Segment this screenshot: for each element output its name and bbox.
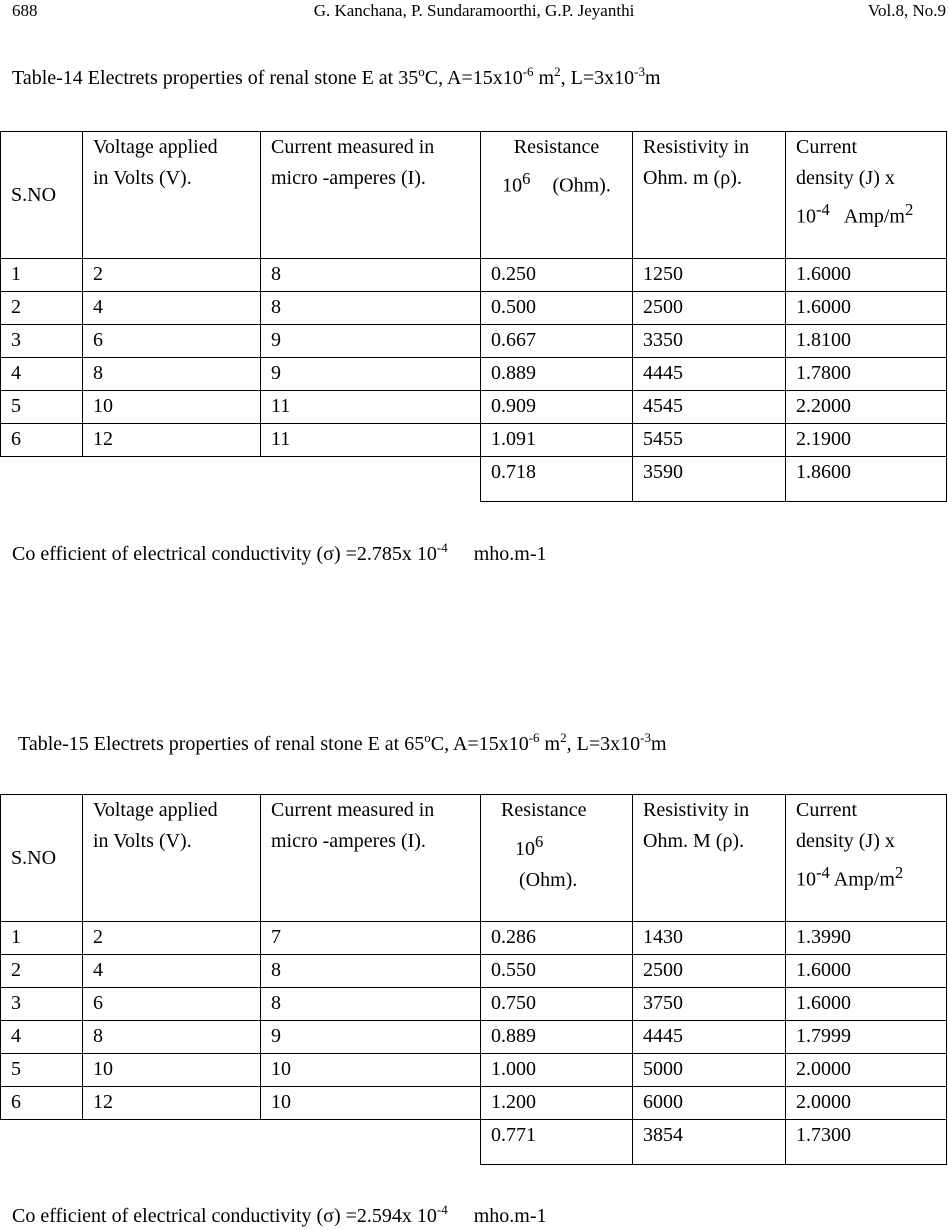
caption-exponent: -3 xyxy=(634,64,645,79)
column-header-resistance xyxy=(481,132,633,259)
cell-current: 8 xyxy=(261,988,481,1021)
running-header-authors: G. Kanchana, P. Sundaramoorthi, G.P. Jeyanthi xyxy=(313,1,635,20)
table-row xyxy=(1,1021,947,1054)
caption-text: Table-15 Electrets properties of renal stone E at 65 xyxy=(18,733,425,755)
cell-sno: 4 xyxy=(1,1021,83,1054)
cell-current: 8 xyxy=(261,292,481,325)
cell-current-density: 2.1900 xyxy=(786,424,947,457)
cell-current-density: 1.7800 xyxy=(786,358,947,391)
caption-text: Table-14 Electrets properties of renal stone E at 35 xyxy=(12,67,419,89)
cell-voltage: 4 xyxy=(83,292,261,325)
cell-sno: 5 xyxy=(1,391,83,424)
cell-resistance: 0.750 xyxy=(481,988,633,1021)
cell-average-resistance: 0.718 xyxy=(481,457,633,502)
cell-voltage: 2 xyxy=(83,259,261,292)
cell-voltage: 12 xyxy=(83,424,261,457)
cell-sno: 1 xyxy=(1,259,83,292)
cell-sno: 6 xyxy=(1,424,83,457)
cell-current-density: 2.0000 xyxy=(786,1054,947,1087)
caption-degree: o xyxy=(424,730,431,745)
cell-resistance: 0.889 xyxy=(481,1021,633,1054)
cell-resistivity: 6000 xyxy=(633,1087,786,1120)
table-row xyxy=(1,988,947,1021)
header-line: Ohm. M (ρ). xyxy=(643,830,745,852)
cell-resistance: 0.250 xyxy=(481,259,633,292)
coefficient-unit: mho.m-1 xyxy=(473,543,547,565)
header-line: 10 xyxy=(796,205,816,228)
cell-current: 8 xyxy=(261,955,481,988)
column-header-resistivity xyxy=(633,132,786,259)
coefficient-exponent: -4 xyxy=(436,1202,448,1217)
table-row xyxy=(1,259,947,292)
cell-resistance: 1.200 xyxy=(481,1087,633,1120)
cell-sno: 3 xyxy=(1,988,83,1021)
header-line: density (J) x xyxy=(796,830,895,852)
caption-exponent: -6 xyxy=(528,730,540,745)
column-header-resistivity xyxy=(633,795,786,922)
header-line: Current xyxy=(796,136,858,158)
cell-resistance: 0.667 xyxy=(481,325,633,358)
table-15 xyxy=(0,794,947,1165)
table-row xyxy=(1,391,947,424)
cell-sno: 6 xyxy=(1,1087,83,1120)
header-exponent: 2 xyxy=(894,863,904,882)
cell-average-current-density: 1.8600 xyxy=(786,457,947,502)
caption-text: C, A=15x10 xyxy=(424,67,523,89)
cell-current: 8 xyxy=(261,259,481,292)
cell-resistance: 0.909 xyxy=(481,391,633,424)
cell-current: 9 xyxy=(261,1021,481,1054)
header-line: Ohm. m (ρ). xyxy=(643,167,742,189)
header-line: Current measured in xyxy=(271,799,435,821)
cell-resistance: 0.500 xyxy=(481,292,633,325)
caption-text: , L=3x10 xyxy=(566,733,641,755)
header-line: micro -amperes (I). xyxy=(271,167,426,189)
column-header-current-density xyxy=(786,795,947,922)
cell-resistivity: 4545 xyxy=(633,391,786,424)
average-row-blank xyxy=(1,457,481,502)
cell-voltage: 2 xyxy=(83,922,261,955)
column-header-voltage xyxy=(83,132,261,259)
caption-exponent: -6 xyxy=(522,64,534,79)
table-average-row xyxy=(1,457,947,502)
header-line: Current xyxy=(796,799,858,821)
header-line: Amp/m xyxy=(843,205,905,228)
cell-current-density: 2.2000 xyxy=(786,391,947,424)
coefficient-exponent: -4 xyxy=(436,540,448,555)
cell-resistivity: 4445 xyxy=(633,1021,786,1054)
cell-sno: 3 xyxy=(1,325,83,358)
header-exponent: -4 xyxy=(816,200,830,219)
cell-current-density: 1.6000 xyxy=(786,292,947,325)
cell-current-density: 1.6000 xyxy=(786,259,947,292)
header-line: Voltage applied xyxy=(93,799,218,821)
cell-sno: 5 xyxy=(1,1054,83,1087)
coefficient-text: Co efficient of electrical conductivity (σ) =2.594x 10 xyxy=(12,1205,437,1227)
caption-exponent: 2 xyxy=(554,64,561,79)
header-line: (Ohm). xyxy=(552,174,611,197)
cell-current-density: 1.7999 xyxy=(786,1021,947,1054)
cell-voltage: 10 xyxy=(83,391,261,424)
cell-resistivity: 2500 xyxy=(633,292,786,325)
cell-resistance: 1.091 xyxy=(481,424,633,457)
table-15-caption xyxy=(18,732,667,758)
table-14 xyxy=(0,131,947,502)
cell-current-density: 1.8100 xyxy=(786,325,947,358)
cell-current: 10 xyxy=(261,1054,481,1087)
cell-resistance: 0.286 xyxy=(481,922,633,955)
column-header-current xyxy=(261,795,481,922)
column-header-sno: S.NO xyxy=(1,132,83,259)
cell-resistivity: 3750 xyxy=(633,988,786,1021)
cell-current-density: 1.3990 xyxy=(786,922,947,955)
cell-sno: 4 xyxy=(1,358,83,391)
cell-average-resistance: 0.771 xyxy=(481,1120,633,1165)
cell-sno: 1 xyxy=(1,922,83,955)
cell-current: 11 xyxy=(261,424,481,457)
cell-voltage: 8 xyxy=(83,358,261,391)
running-header-volume: Vol.8, No.9 xyxy=(867,1,946,20)
header-line: 10 xyxy=(515,837,535,860)
cell-voltage: 8 xyxy=(83,1021,261,1054)
table-header-row xyxy=(1,795,947,922)
header-line: Resistance xyxy=(501,799,587,821)
cell-resistance: 0.889 xyxy=(481,358,633,391)
caption-text: m xyxy=(644,67,661,89)
cell-average-resistivity: 3854 xyxy=(633,1120,786,1165)
header-line: density (J) x xyxy=(796,167,895,189)
cell-current-density: 1.6000 xyxy=(786,955,947,988)
header-line: in Volts (V). xyxy=(93,167,192,189)
cell-average-resistivity: 3590 xyxy=(633,457,786,502)
page-number: 688 xyxy=(12,1,38,20)
cell-current: 7 xyxy=(261,922,481,955)
cell-sno: 2 xyxy=(1,292,83,325)
cell-resistance: 0.550 xyxy=(481,955,633,988)
table-row xyxy=(1,424,947,457)
header-line: Resistivity in xyxy=(643,136,750,158)
column-header-voltage xyxy=(83,795,261,922)
cell-resistivity: 2500 xyxy=(633,955,786,988)
table-row xyxy=(1,955,947,988)
cell-current: 11 xyxy=(261,391,481,424)
coefficient-text: Co efficient of electrical conductivity (σ) =2.785x 10 xyxy=(12,543,437,565)
cell-resistivity: 5000 xyxy=(633,1054,786,1087)
cell-voltage: 12 xyxy=(83,1087,261,1120)
cell-voltage: 6 xyxy=(83,325,261,358)
table-14-caption xyxy=(12,66,661,92)
cell-current-density: 1.6000 xyxy=(786,988,947,1021)
cell-resistance: 1.000 xyxy=(481,1054,633,1087)
header-line: 10 xyxy=(796,868,816,891)
cell-resistivity: 3350 xyxy=(633,325,786,358)
header-line: 10 xyxy=(502,174,523,197)
caption-text: m xyxy=(539,733,561,755)
table-row xyxy=(1,1054,947,1087)
table-row xyxy=(1,325,947,358)
header-exponent: -4 xyxy=(816,863,830,882)
caption-exponent: 2 xyxy=(560,730,567,745)
table-15-conductivity xyxy=(12,1204,547,1230)
cell-sno: 2 xyxy=(1,955,83,988)
cell-voltage: 6 xyxy=(83,988,261,1021)
table-row xyxy=(1,1087,947,1120)
header-exponent: 6 xyxy=(522,169,531,188)
average-row-blank xyxy=(1,1120,481,1165)
caption-degree: o xyxy=(418,64,425,79)
cell-average-current-density: 1.7300 xyxy=(786,1120,947,1165)
table-header-row xyxy=(1,132,947,259)
header-line: micro -amperes (I). xyxy=(271,830,426,852)
cell-voltage: 4 xyxy=(83,955,261,988)
cell-resistivity: 1430 xyxy=(633,922,786,955)
table-14-conductivity xyxy=(12,542,547,568)
caption-text: m xyxy=(533,67,555,89)
header-line: Current measured in xyxy=(271,136,435,158)
cell-resistivity: 5455 xyxy=(633,424,786,457)
cell-current: 10 xyxy=(261,1087,481,1120)
cell-voltage: 10 xyxy=(83,1054,261,1087)
cell-current: 9 xyxy=(261,325,481,358)
column-header-sno: S.NO xyxy=(1,795,83,922)
cell-current: 9 xyxy=(261,358,481,391)
header-line: (Ohm). xyxy=(519,868,578,891)
header-exponent: 2 xyxy=(905,200,914,219)
column-header-current xyxy=(261,132,481,259)
header-line: Resistivity in xyxy=(643,799,750,821)
coefficient-unit: mho.m-1 xyxy=(473,1205,547,1227)
caption-exponent: -3 xyxy=(640,730,651,745)
header-line: Amp/m xyxy=(833,868,895,891)
header-exponent: 6 xyxy=(535,832,544,851)
header-line: Voltage applied xyxy=(93,136,218,158)
table-average-row xyxy=(1,1120,947,1165)
cell-resistivity: 4445 xyxy=(633,358,786,391)
table-row xyxy=(1,292,947,325)
cell-current-density: 2.0000 xyxy=(786,1087,947,1120)
table-row xyxy=(1,922,947,955)
header-line: in Volts (V). xyxy=(93,830,192,852)
caption-text: m xyxy=(650,733,667,755)
column-header-current-density xyxy=(786,132,947,259)
caption-text: C, A=15x10 xyxy=(430,733,529,755)
header-line: Resistance xyxy=(513,136,600,158)
cell-resistivity: 1250 xyxy=(633,259,786,292)
column-header-resistance xyxy=(481,795,633,922)
table-row xyxy=(1,358,947,391)
caption-text: , L=3x10 xyxy=(560,67,635,89)
